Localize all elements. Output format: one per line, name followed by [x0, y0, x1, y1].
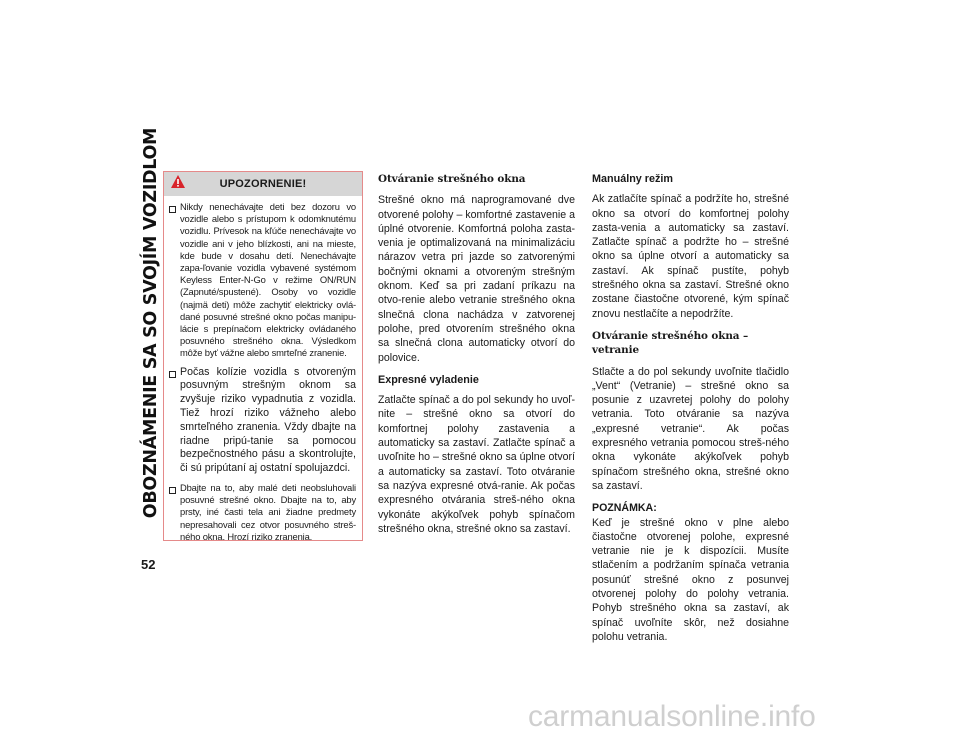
watermark: carmanualsonline.info	[528, 700, 816, 733]
warning-item-text: Počas kolízie vozidla s otvoreným posuvným strešným oknom sa zvyšuje riziko vypadnutia z vozidla. Tiež hrozí riziko vážneho alebo smrteľného zranenia. Vždy dbajte na riadne pripú-tanie sa pomocou bezpečnostného pásu a skontrolujte, či sú pripútaní aj ostatní spolujazdci.	[180, 365, 356, 475]
middle-column	[378, 172, 575, 544]
note	[592, 501, 789, 644]
page-number: 52	[141, 557, 156, 572]
checkbox-icon	[169, 487, 176, 494]
warning-body	[164, 196, 362, 543]
paragraph: Stlačte a do pol sekundy uvoľnite tlačidlo „Vent“ (Vetranie) – strešné okno sa posunie z uzavretej polohy do polohy vetrania. Toto otváranie sa nazýva „expresné vetranie“. Ak počas expresného vetrania pomocou streš-ného okna vykonáte akýkoľvek pohyb spínačom strešného okna, strešné okno sa zastaví.	[592, 365, 789, 492]
right-column	[592, 172, 789, 652]
warning-item-text: Nikdy nenechávajte deti bez dozoru vo vozidle alebo s prístupom k odomknutému vozidlu. Prívesok na kľúče nenechávajte vo vozidle ani v jeho blízkosti, ani na mieste, kde bude v dosahu detí. Nenechávajte zapa-ľovanie vozidla vybavené systémom Keyless Enter-N-Go v režime ON/RUN (Zapnuté/spustené). Osoby vo vozidle (najmä deti) môže zachytiť elektricky ovlá-dané posuvné strešné okno počas manipu-lácie s prepínačom elektricky ovládaného posuvného strešného okna. Výsledkom môže byť vážne alebo smrteľné zranenie.	[180, 201, 356, 359]
paragraph: Strešné okno má naprogramované dve otvorené polohy – komfortné zastavenie a úplné otvorenie. Komfortná poloha zasta-venia je optimalizovaná na minimalizáciu nárazov vetra pri jazde so zatvorenými bočnými oknami a otvoreným strešným oknom. Keď sa pri zadaní príkazu na otvo-renie alebo vetranie strešného okna slnečná clona nachádza v zatvorenej polohe, pred otvorením strešného okna sa slnečná clona automaticky otvorí do polovice.	[378, 194, 575, 364]
checkbox-icon	[169, 371, 176, 378]
section-heading: Otváranie strešného okna – vetranie	[592, 329, 749, 357]
paragraph: Ak zatlačíte spínač a podržíte ho, strešné okno sa otvorí do komfortnej polohy zasta-venia a automaticky sa zastaví. Zatlačte spínač a podržte ho – strešné okno sa úplne otvorí a automaticky sa zastaví. Ak spínač pustíte, pohyb strešného okna sa zastaví. Strešné okno zostane čiastočne otvorené, kým spínač znovu nestlačíte a nepodržíte.	[592, 193, 789, 320]
warning-header	[164, 172, 362, 196]
warning-box	[163, 171, 363, 541]
warning-item	[169, 366, 356, 476]
paragraph: Zatlačte spínač a do pol sekundy ho uvoľ-nite – strešné okno sa otvorí do komfortnej polohy zastavenia a automaticky sa zastaví. Zatlačte spínač a uvoľnite ho – strešné okno sa úplne otvorí a automaticky sa zastaví. Toto otváranie sa nazýva expresné otvá-ranie. Ak počas expresného otvárania streš-ného okna vykonáte akýkoľvek pohyb spínačom strešného okna, strešné okno sa zastaví.	[378, 394, 575, 535]
subsection-heading: Manuálny režim	[592, 173, 673, 185]
warning-item	[169, 201, 356, 360]
checkbox-icon	[169, 206, 176, 213]
note-text: Keď je strešné okno v plne alebo čiastočne otvorenej polohe, expresné vetranie nie je k dispozícii. Musíte stlačením a podržaním spínača vetrania posunúť strešné okno z posunvej otvorenej polohy do polohy vetrania. Pohyb strešného okna sa zastaví, ak spínač uvoľníte skôr, než dosiahne polohu vetrania.	[592, 516, 789, 643]
warning-title: UPOZORNENIE!	[219, 178, 307, 190]
warning-triangle-icon	[170, 174, 186, 190]
subsection-heading: Expresné vyladenie	[378, 373, 479, 386]
warning-item	[169, 482, 356, 543]
note-label: POZNÁMKA:	[592, 502, 657, 515]
section-heading: Otváranie strešného okna	[378, 173, 526, 185]
warning-item-text: Dbajte na to, aby malé deti neobsluhovali posuvné strešné okno. Dbajte na to, aby prsty, iné časti tela ani žiadne predmety nepresahovali cez otvor posuvného streš-ného okna. Hrozí riziko zranenia.	[180, 482, 356, 542]
side-section-title-text: OBOZNÁMENIE SA SO SVOJÍM VOZIDLOM	[141, 127, 161, 518]
